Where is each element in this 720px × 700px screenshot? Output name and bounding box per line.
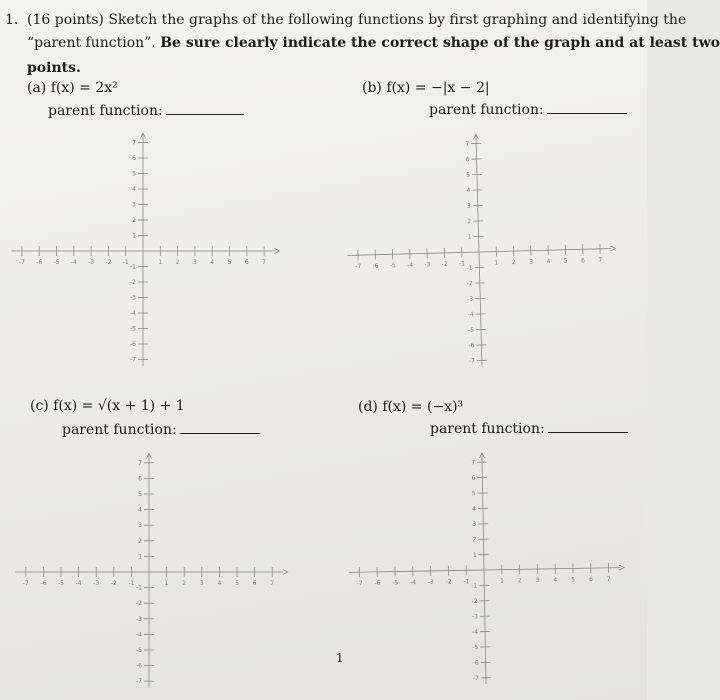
grid-d-y-tick-label: -1	[471, 582, 478, 590]
grid-d-x-tick-label: 2	[517, 577, 522, 585]
grid-c-x-tick-label: -2	[110, 580, 117, 587]
grid-c-y-tick-label: 6	[138, 475, 142, 483]
grid-d-y-tick-label: 2	[472, 536, 477, 544]
part-d-parent-label: parent function:	[430, 421, 545, 437]
grid-d-y-tick-label: -4	[472, 628, 479, 636]
grid-c-x-tick-label: -5	[58, 580, 64, 587]
grid-a-x-tick-label: 3	[192, 259, 197, 266]
grid-d-x-tick-label: 7	[606, 575, 611, 583]
grid-c-x-tick-label: 5	[235, 580, 239, 587]
grid-d-x-tick-label: 1	[500, 577, 504, 585]
question-points: (16 points)	[27, 12, 104, 28]
grid-c-x-tick-label: -7	[22, 580, 29, 587]
grid-b-x-arrow-icon	[610, 246, 615, 251]
grid-a-x-tick-label: -7	[18, 259, 25, 266]
grid-a-y-tick-label: 1	[132, 232, 136, 240]
part-c-parent-label: parent function:	[62, 422, 177, 438]
grid-c-y-tick-label: 4	[138, 506, 142, 514]
grid-a-x-tick-label: -2	[105, 259, 112, 266]
grid-a-y-tick-label: -1	[130, 263, 136, 271]
part-a-label: (a)	[27, 80, 47, 96]
grid-b-x-tick-label: -6	[372, 262, 379, 270]
grid-a-x-tick-label: 5	[227, 259, 232, 266]
grid-c-y-tick-label: -6	[136, 662, 142, 670]
grid-d-y-tick-label: 5	[471, 490, 476, 498]
grid-d-x-tick-label: -6	[374, 579, 381, 587]
grid-c-x-tick-label: 6	[252, 580, 257, 587]
part-b-parent-label: parent function:	[429, 102, 544, 118]
grid-d-y-tick-label: 7	[471, 459, 476, 467]
grid-a-y-tick-label: 2	[132, 217, 136, 224]
grid-c-x-arrow-icon	[283, 570, 288, 575]
grid-c-x-tick-label: 7	[270, 580, 275, 587]
part-b-function: f(x) = −|x − 2|	[386, 80, 490, 96]
grid-b-x-tick-label: -3	[424, 261, 431, 269]
grid-b-y-tick-label: 5	[466, 171, 471, 179]
grid-a-x-tick-label: 6	[244, 259, 249, 266]
grid-d-x-tick-label: -3	[427, 578, 434, 586]
part-a-parent-label: parent function:	[48, 103, 163, 119]
grid-c-y-tick-label: 1	[138, 553, 142, 561]
grid-a-x-tick-label: -3	[88, 259, 95, 266]
grid-a[interactable]	[12, 133, 280, 366]
grid-c-x-tick-label: 1	[164, 580, 169, 587]
grid-a-y-tick-label: -7	[130, 356, 136, 364]
grid-a-x-tick-label: 7	[262, 259, 267, 266]
grid-c-y-tick-label: -5	[136, 647, 142, 654]
grid-c-y-tick-label: 2	[138, 537, 142, 545]
grid-c-x-tick-label: 3	[199, 580, 204, 587]
grid-d-x-tick-label: -2	[445, 578, 452, 586]
grid-d-x-tick-label: 4	[553, 576, 558, 584]
grid-b-y-tick-label: 7	[465, 140, 470, 148]
grid-a-y-tick-label: 6	[132, 155, 136, 162]
grid-c-x-tick-label: 4	[217, 580, 222, 587]
grid-b-x-tick-label: -4	[407, 261, 414, 269]
grid-b-x-tick-label: 4	[546, 258, 551, 266]
grid-d-x-tick-label: 5	[571, 576, 576, 584]
grid-b-x-tick-label: 7	[598, 256, 603, 264]
grid-d-x-tick-label: -7	[356, 580, 363, 588]
grid-d-x-tick-label: -4	[409, 579, 417, 587]
grid-a-x-tick-label: -5	[53, 259, 60, 266]
grid-a-y-tick-label: 7	[132, 139, 136, 147]
grid-d-y-tick-label: 3	[472, 520, 477, 528]
grid-c[interactable]	[15, 453, 288, 687]
grid-d-y-tick-label: -3	[471, 613, 478, 621]
grid-d-x-tick-label: 6	[589, 576, 593, 584]
part-b-label: (b)	[362, 80, 382, 96]
grid-d-y-tick-label: -5	[472, 644, 479, 652]
grid-d-x-tick-label: -1	[463, 578, 470, 586]
grid-a-y-tick-label: 3	[132, 201, 136, 209]
grid-d-y-tick-label: -6	[472, 659, 479, 667]
question-number: 1.	[5, 12, 19, 28]
grid-b-x-tick-label: -1	[458, 260, 466, 268]
grid-d-x-tick-label: 3	[535, 577, 540, 585]
grid-c-x-tick-label: 2	[182, 580, 187, 587]
grid-b-y-tick-label: -7	[468, 357, 475, 365]
question-prompt-text: Sketch the graphs of the following functions by first graphing and identifying the	[108, 12, 687, 28]
grid-b-y-tick-label: 6	[465, 156, 470, 164]
grid-b-y-tick-label: 3	[466, 202, 471, 210]
grid-b-x-tick-label: -5	[389, 262, 396, 270]
grid-d-y-tick-label: -2	[471, 597, 478, 606]
grid-a-x-tick-label: 4	[210, 259, 215, 266]
grid-a-x-tick-label: -1	[122, 259, 129, 266]
page-number: 1	[336, 651, 344, 665]
grid-b-y-tick-label: -4	[467, 311, 474, 319]
part-d-label: (d)	[358, 399, 378, 415]
grid-b-x-tick-label: 3	[529, 258, 534, 266]
grid-d-y-tick-label: -7	[472, 674, 479, 683]
instruction-bold: Be sure clearly indicate the correct shape of the graph and at least two	[160, 35, 720, 51]
part-a-function: f(x) = 2x²	[50, 80, 118, 96]
part-c-function: f(x) = √(x + 1) + 1	[53, 398, 185, 414]
grid-d-x-tick-label: -5	[392, 579, 399, 587]
grid-a-y-tick-label: -3	[130, 294, 136, 302]
grid-b-x-tick-label: -2	[441, 260, 448, 268]
grid-a-y-tick-label: -5	[130, 325, 136, 333]
grid-a-y-tick-label: -2	[130, 279, 136, 286]
grid-c-y-tick-label: 5	[138, 491, 142, 498]
grid-c-x-tick-label: -4	[75, 580, 82, 587]
parent-function-quote: “parent function”.	[27, 35, 156, 51]
grid-a-x-tick-label: -6	[36, 259, 43, 266]
grid-b-y-tick-label: 4	[466, 187, 471, 195]
grid-c-x-tick-label: -6	[40, 580, 47, 587]
part-d-function: f(x) = (−x)³	[382, 399, 464, 415]
grid-c-y-tick-label: -3	[136, 615, 142, 623]
grid-d-y-axis	[482, 453, 486, 684]
grid-b[interactable]	[344, 131, 618, 370]
grid-a-x-tick-label: -4	[70, 259, 77, 266]
grid-c-x-tick-label: -1	[128, 580, 135, 587]
grid-b-y-tick-label: -2	[466, 280, 473, 288]
grid-a-x-tick-label: 1	[158, 259, 163, 266]
grid-c-y-tick-label: -1	[136, 584, 142, 592]
grid-b-x-tick-label: -7	[355, 263, 362, 271]
grid-b-y-tick-label: -3	[467, 295, 474, 303]
grid-b-y-tick-label: -1	[466, 264, 473, 272]
grid-b-y-tick-label: -5	[467, 326, 475, 334]
grid-a-x-arrow-icon	[274, 249, 279, 254]
part-c-label: (c)	[30, 398, 49, 414]
grid-c-y-tick-label: 7	[138, 459, 142, 467]
grid-c-y-tick-label: 3	[138, 522, 142, 530]
grid-a-y-tick-label: 4	[132, 186, 136, 193]
grid-c-y-tick-label: -2	[136, 600, 142, 608]
grid-d-x-arrow-icon	[619, 565, 624, 570]
grid-a-x-tick-label: 2	[175, 259, 180, 266]
grid-b-y-tick-label: -6	[468, 342, 475, 350]
grid-a-y-tick-label: -4	[130, 310, 136, 317]
grid-d-y-tick-label: 6	[471, 474, 476, 482]
grid-b-y-axis	[476, 134, 482, 366]
grid-b-x-tick-label: 6	[581, 257, 586, 265]
grid-c-y-tick-label: -7	[136, 678, 142, 686]
grid-d[interactable]	[347, 451, 627, 687]
grid-b-y-tick-label: 2	[467, 218, 472, 226]
grid-d-y-tick-label: 4	[472, 505, 476, 513]
grid-b-x-tick-label: 5	[563, 257, 568, 265]
grid-c-y-tick-label: -4	[136, 631, 142, 639]
instruction-bold-continued: points.	[27, 60, 81, 76]
grid-b-y-tick-label: 1	[467, 233, 472, 241]
grid-b-x-tick-label: 2	[511, 259, 516, 267]
grid-b-x-tick-label: 1	[494, 259, 499, 267]
grid-a-y-tick-label: -6	[130, 341, 136, 348]
grid-a-y-tick-label: 5	[132, 170, 136, 178]
grid-d-y-tick-label: 1	[472, 551, 477, 559]
grid-c-x-tick-label: -3	[93, 580, 100, 587]
